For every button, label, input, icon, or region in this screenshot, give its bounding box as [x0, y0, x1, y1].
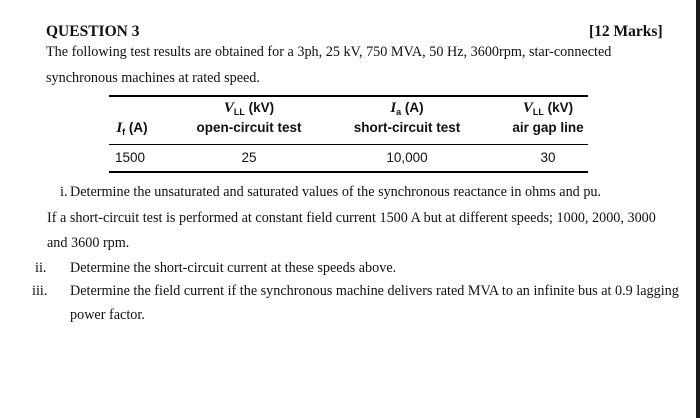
cell-field-current: 1500 — [114, 150, 146, 165]
page-edge — [696, 0, 700, 418]
header-symbol: V — [522, 100, 533, 116]
header-sc-label: short-circuit test — [353, 120, 461, 135]
cell-airgap-voltage: 30 — [540, 150, 556, 165]
header-sc-current — [340, 100, 474, 117]
header-field-current — [112, 120, 152, 137]
header-unit: (kV) — [244, 100, 275, 115]
speed-note-line-2: and 3600 rpm. — [47, 235, 130, 251]
header-oc-label: open-circuit test — [196, 120, 302, 135]
question-marks: [12 Marks] — [589, 23, 663, 40]
intro-line-1: The following test results are obtained for a 3ph, 25 kV, 750 MVA, 50 Hz, 3600rpm, star-connected — [46, 44, 612, 60]
header-oc-voltage — [185, 100, 313, 117]
header-airgap-voltage — [498, 100, 598, 117]
speed-note-line-1: If a short-circuit test is performed at constant field current 1500 A but at different speeds; 1000, 2000, 3000 — [47, 210, 656, 226]
cell-sc-current: 10,000 — [386, 150, 428, 165]
table-top-rule — [109, 95, 588, 97]
intro-line-2: synchronous machines at rated speed. — [46, 70, 260, 86]
header-symbol: I — [116, 120, 123, 136]
item-iii-text-line-2: power factor. — [70, 307, 145, 323]
table-bottom-rule — [109, 171, 588, 173]
header-airgap-label: air gap line — [512, 120, 584, 135]
header-subscript: LL — [233, 107, 245, 117]
item-ii-number: ii. — [35, 260, 47, 276]
item-iii-number: iii. — [32, 283, 48, 299]
header-subscript: f — [122, 127, 126, 137]
header-symbol: V — [223, 100, 234, 116]
header-subscript: LL — [532, 107, 544, 117]
question-title: QUESTION 3 — [46, 23, 140, 40]
item-i-number: i. — [60, 184, 68, 200]
header-unit: (A) — [125, 120, 148, 135]
table-header-rule — [109, 144, 588, 145]
header-unit: (kV) — [543, 100, 574, 115]
header-unit: (A) — [401, 100, 424, 115]
item-i-text: Determine the unsaturated and saturated values of the synchronous reactance in ohms and pu. — [70, 184, 602, 200]
cell-oc-voltage: 25 — [241, 150, 257, 165]
header-symbol: I — [390, 100, 397, 116]
item-ii-text: Determine the short-circuit current at these speeds above. — [70, 260, 397, 276]
header-subscript: a — [396, 107, 402, 117]
item-iii-text-line-1: Determine the field current if the synchronous machine delivers rated MVA to an infinite bus at 0.9 lagging — [70, 283, 679, 299]
